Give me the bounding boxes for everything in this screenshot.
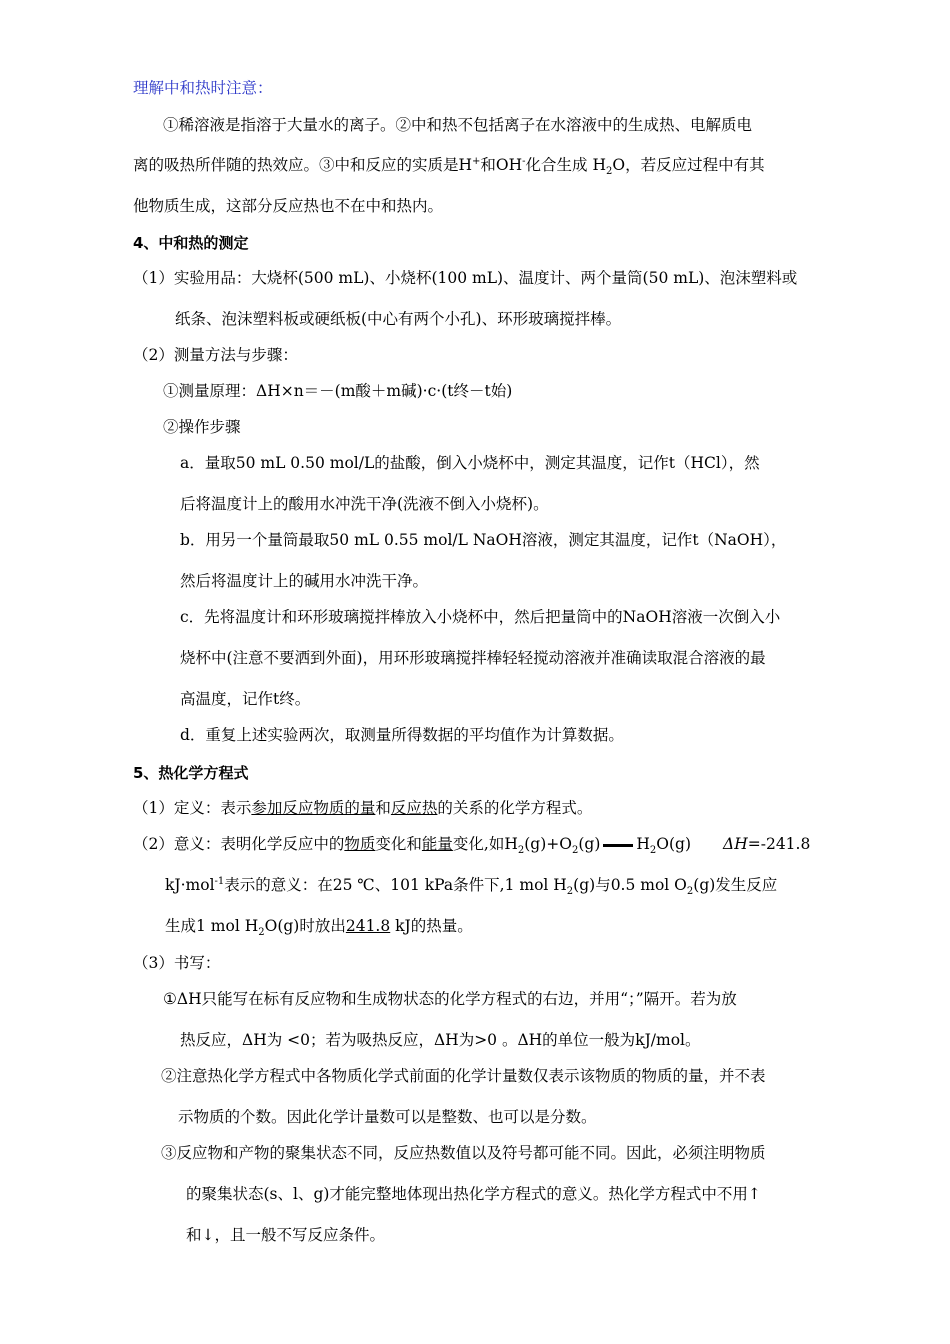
meaning-line-1: （2）意义：表明化学反应中的物质变化和能量变化,如$H_2(g)+O_2(g)$ $H_2O(g)$ ΔH=-241.8 (133, 835, 811, 857)
step-c-line-3: 高温度，记作t终。 (180, 690, 311, 708)
note-line-1: ①稀溶液是指溶于大量水的离子。②中和热不包括离子在水溶液中的生成热、电解质电 (163, 116, 753, 134)
writing-title: （3）书写： (133, 954, 221, 972)
step-d-line-1: d．重复上述实验两次，取测量所得数据的平均值作为计算数据。 (180, 726, 624, 744)
meaning-line-2: kJ·mol$^{-1}$表示的意义：在25 ℃、101 kPa条件下,1 mol $H_2(g)$与0.5 mol $O_2(g)$发生反应 (165, 875, 778, 898)
definition-line: （1）定义：表示参加反应物质的量和反应热的关系的化学方程式。 (133, 799, 593, 817)
section-5-heading: 5、热化学方程式 (133, 764, 249, 782)
equipment-line-2: 纸条、泡沫塑料板或硬纸板(中心有两个小孔)、环形玻璃搅拌棒。 (175, 310, 622, 328)
meaning-line-3: 生成1 mol $H_2O(g)$时放出241.8 kJ的热量。 (165, 917, 473, 939)
step-b-line-1: b．用另一个量筒最取50 mL 0.55 mol/L NaOH溶液，测定其温度，记作t（NaOH）， (180, 531, 787, 549)
rule-1-line-1: ①ΔH只能写在标有反应物和生成物状态的化学方程式的右边，并用“；”隔开。若为放 (163, 990, 737, 1008)
step-b-line-2: 然后将温度计上的碱用水冲洗干净。 (180, 572, 429, 590)
step-a-line-1: a．量取50 mL 0.50 mol/L的盐酸，倒入小烧杯中，测定其温度，记作t（HCl），然 (180, 454, 760, 472)
steps-title: ②操作步骤 (163, 418, 241, 436)
rule-3-line-2: 的聚集状态(s、l、g)才能完整地体现出热化学方程式的意义。热化学方程式中不用↑ (186, 1185, 761, 1203)
note-line-3: 他物质生成，这部分反应热也不在中和热内。 (133, 197, 444, 215)
equipment-line-1: （1）实验用品：大烧杯(500 mL)、小烧杯(100 mL)、温度计、两个量筒(50 mL)、泡沫塑料或 (133, 269, 798, 287)
step-a-line-2: 后将温度计上的酸用水冲洗干净(洗液不倒入小烧杯)。 (180, 495, 549, 513)
rule-2-line-2: 示物质的个数。因此化学计量数可以是整数、也可以是分数。 (178, 1108, 597, 1126)
principle-formula: ①测量原理：ΔH×n＝－(m酸＋m碱)·c·(t终－t始) (163, 382, 513, 400)
equation-equals-sign (603, 844, 633, 847)
rule-3-line-1: ③反应物和产物的聚集状态不同，反应热数值以及符号都可能不同。因此，必须注明物质 (161, 1144, 766, 1162)
note-line-2: 离的吸热所伴随的热效应。③中和反应的实质是H+和OH-化合生成 $H_2O$，若反应过程中有其 (133, 155, 765, 178)
step-c-line-1: c．先将温度计和环形玻璃搅拌棒放入小烧杯中，然后把量筒中的NaOH溶液一次倒入小 (180, 608, 781, 626)
note-title: 理解中和热时注意： (133, 79, 273, 97)
rule-1-line-2: 热反应，ΔH为 <0；若为吸热反应，ΔH为>0 。ΔH的单位一般为kJ/mol。 (180, 1031, 701, 1049)
step-c-line-2: 烧杯中(注意不要洒到外面)，用环形玻璃搅拌棒轻轻搅动溶液并准确读取混合溶液的最 (180, 649, 766, 667)
method-title: （2）测量方法与步骤： (133, 346, 298, 364)
rule-3-line-3: 和↓，且一般不写反应条件。 (186, 1226, 385, 1244)
rule-2-line-1: ②注意热化学方程式中各物质化学式前面的化学计量数仅表示该物质的物质的量，并不表 (161, 1067, 766, 1085)
section-4-heading: 4、中和热的测定 (133, 234, 249, 252)
